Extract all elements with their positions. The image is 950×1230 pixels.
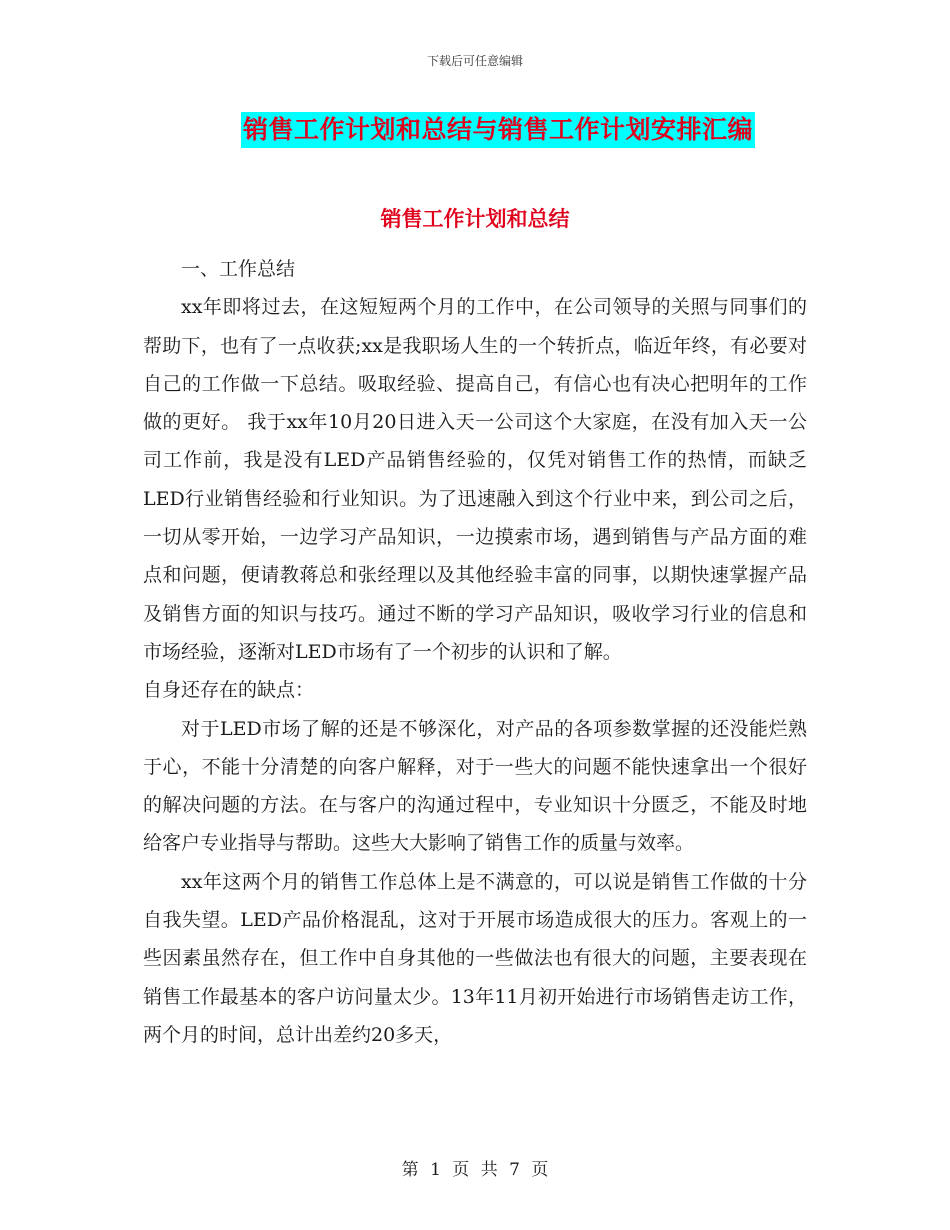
page-number-footer: 第 1 页 共 7 页: [401, 1160, 549, 1180]
paragraph: 对于LED市场了解的还是不够深化，对产品的各项参数掌握的还没能烂熟于心，不能十分清楚的向客户解释，对于一些大的问题不能快速拿出一个很好的解决问题的方法。在与客户的沟通过程中，专业知识十分匮乏，不能及时地给客户专业指导与帮助。这些大大影响了销售工作的质量与效率。: [143, 717, 807, 855]
document-title: 销售工作计划和总结与销售工作计划安排汇编: [241, 112, 755, 148]
paragraph: xx年这两个月的销售工作总体上是不满意的，可以说是销售工作做的十分自我失望。LED产品价格混乱，这对于开展市场造成很大的压力。客观上的一些因素虽然存在，但工作中自身其他的一些做法也有很大的问题，主要表现在销售工作最基本的客户访问量太少。13年11月初开始进行市场销售走访工作，两个月的时间，总计出差约20多天，: [143, 870, 807, 1046]
document-body: [143, 250, 807, 1054]
paragraph: xx年即将过去，在这短短两个月的工作中，在公司领导的关照与同事们的帮助下，也有了一点收获;xx是我职场人生的一个转折点，临近年终，有必要对自己的工作做一下总结。吸取经验、提高自己，有信心也有决心把明年的工作做的更好。 我于xx年10月20日进入天一公司这个大家庭，在没有加入天一公司工作前，我是没有LED产品销售经验的，仅凭对销售工作的热情，而缺乏LED行业销售经验和行业知识。为了迅速融入到这个行业中来，到公司之后，一切从零开始，一边学习产品知识，一边摸索市场，遇到销售与产品方面的难点和问题，便请教蒋总和张经理以及其他经验丰富的同事，以期快速掌握产品及销售方面的知识与技巧。通过不断的学习产品知识，吸收学习行业的信息和市场经验，逐渐对LED市场有了一个初步的认识和了解。: [143, 296, 807, 663]
heading-work-summary: 一、工作总结: [181, 258, 296, 280]
document-title-container: [0, 112, 950, 148]
paragraph: 自身还存在的缺点：: [143, 679, 315, 702]
page-header-note: 下载后可任意编辑: [426, 54, 523, 68]
section-title: 销售工作计划和总结: [380, 207, 570, 231]
